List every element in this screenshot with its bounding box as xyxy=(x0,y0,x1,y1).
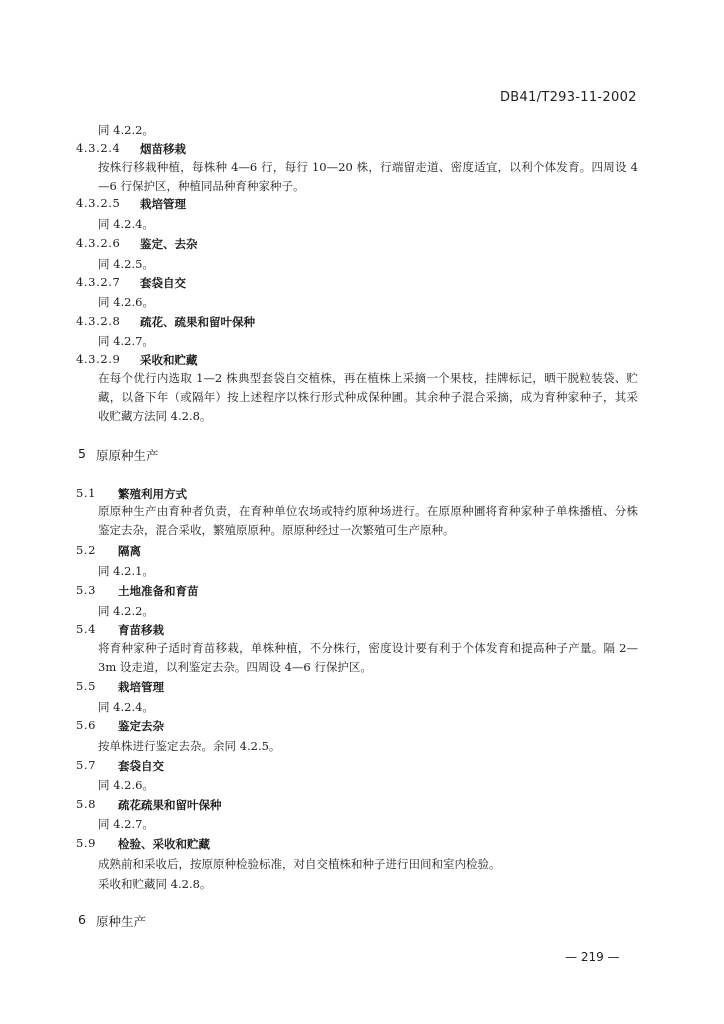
clause-body: 按株行移栽种植，每株种 4—6 行，每行 10—20 株，行端留走道、密度适宜，以利个体发育。四周设 4—6 行保护区，种植同品种育种家种子。 xyxy=(98,160,638,193)
chapter-number: 5 xyxy=(78,446,86,461)
chapter-title: 原原种生产 xyxy=(96,448,159,463)
clause-title: 隔离 xyxy=(118,544,141,558)
clause-title: 鉴定去杂 xyxy=(118,719,164,733)
clause-number: 5.2 xyxy=(76,543,97,557)
clause-body: 按单株进行鉴定去杂。余同 4.2.5。 xyxy=(98,739,281,753)
clause-title: 土地准备和育苗 xyxy=(118,584,199,598)
reference-text: 同 4.2.1。 xyxy=(98,564,154,578)
reference-text: 同 4.2.7。 xyxy=(98,334,154,348)
reference-text: 同 4.2.5。 xyxy=(98,257,154,271)
reference-text: 同 4.2.2。 xyxy=(98,604,154,618)
clause-title: 繁殖利用方式 xyxy=(118,487,187,501)
clause-title: 鉴定、去杂 xyxy=(140,237,198,251)
clause-number: 5.7 xyxy=(76,758,97,772)
clause-number: 5.3 xyxy=(76,583,97,597)
clause-title: 烟苗移栽 xyxy=(140,142,186,156)
clause-number: 4.3.2.8 xyxy=(76,314,121,328)
clause-title: 检验、采收和贮藏 xyxy=(118,837,210,851)
clause-number: 5.6 xyxy=(76,718,97,732)
clause-title: 栽培管理 xyxy=(118,680,164,694)
clause-title: 疏花、疏果和留叶保种 xyxy=(140,315,255,329)
clause-number: 5.1 xyxy=(76,486,97,500)
clause-number: 5.4 xyxy=(76,622,97,636)
clause-body: 采收和贮藏同 4.2.8。 xyxy=(98,877,212,891)
clause-title: 采收和贮藏 xyxy=(140,353,198,367)
clause-body: 在每个优行内选取 1—2 株典型套袋自交植株，再在植株上采摘一个果枝，挂牌标记，晒干脱粒装袋、贮藏，以备下年（或隔年）按上述程序以株行形式种成保种圃。其余种子混合采摘，成为育种家种子，其采收贮藏方法同 4.2.8。 xyxy=(98,371,638,423)
page-number: — 219 — xyxy=(565,950,620,964)
clause-title: 栽培管理 xyxy=(140,197,186,211)
standard-code: DB41/T293-11-2002 xyxy=(500,90,637,105)
reference-text: 同 4.2.4。 xyxy=(98,217,154,231)
clause-number: 4.3.2.7 xyxy=(76,275,121,289)
clause-body: 原原种生产由育种者负责，在育种单位农场或特约原种场进行。在原原种圃将育种家种子单株播植、分株鉴定去杂，混合采收，繁殖原原种。原原种经过一次繁殖可生产原种。 xyxy=(98,504,638,537)
clause-number: 4.3.2.9 xyxy=(76,352,121,366)
clause-number: 4.3.2.4 xyxy=(76,141,121,155)
reference-text: 同 4.2.2。 xyxy=(98,123,154,137)
clause-title: 疏花疏果和留叶保种 xyxy=(118,798,222,812)
reference-text: 同 4.2.6。 xyxy=(98,295,154,309)
clause-body: 成熟前和采收后，按原原种检验标准，对自交植株和种子进行田间和室内检验。 xyxy=(98,857,501,871)
clause-title: 育苗移栽 xyxy=(118,623,164,637)
clause-number: 5.8 xyxy=(76,797,97,811)
clause-number: 5.5 xyxy=(76,679,97,693)
clause-title: 套袋自交 xyxy=(118,759,164,773)
clause-title: 套袋自交 xyxy=(140,276,186,290)
clause-number: 4.3.2.6 xyxy=(76,236,121,250)
clause-number: 5.9 xyxy=(76,836,97,850)
clause-number: 4.3.2.5 xyxy=(76,196,121,210)
chapter-title: 原种生产 xyxy=(96,914,147,929)
reference-text: 同 4.2.4。 xyxy=(98,700,154,714)
clause-body: 将育种家种子适时育苗移栽，单株种植，不分株行，密度设计要有利于个体发育和提高种子产量。隔 2—3m 设走道，以利鉴定去杂。四周设 4—6 行保护区。 xyxy=(98,641,638,674)
reference-text: 同 4.2.6。 xyxy=(98,778,154,792)
reference-text: 同 4.2.7。 xyxy=(98,817,154,831)
chapter-number: 6 xyxy=(78,912,86,927)
